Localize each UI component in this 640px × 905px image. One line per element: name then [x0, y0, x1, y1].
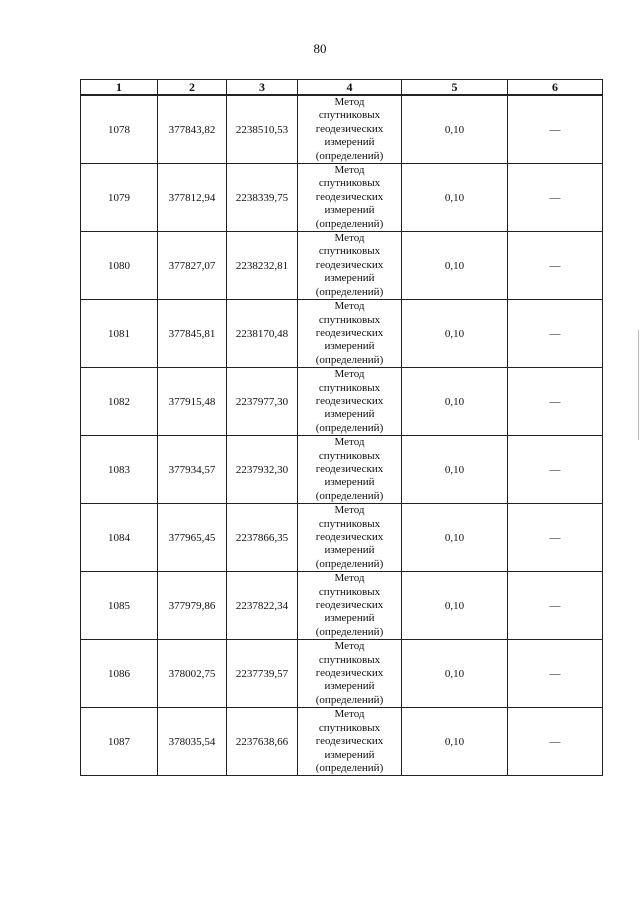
note-cell: — — [508, 164, 603, 232]
y-coordinate-cell: 2238232,81 — [227, 232, 298, 300]
accuracy-cell: 0,10 — [402, 300, 508, 368]
accuracy-cell: 0,10 — [402, 164, 508, 232]
method-line: измерений — [324, 476, 375, 489]
header-cell: 6 — [508, 80, 603, 96]
method-line: (определений) — [315, 217, 384, 230]
note-cell: — — [508, 504, 603, 572]
point-number-cell: 1078 — [81, 95, 158, 164]
point-number-cell: 1082 — [81, 368, 158, 436]
method-text — [298, 572, 401, 639]
method-line: геодезических — [315, 258, 384, 271]
table-header-row — [81, 80, 603, 96]
method-line: геодезических — [315, 190, 384, 203]
method-cell — [298, 164, 402, 232]
method-line: спутниковых — [318, 449, 381, 462]
method-line: Метод — [334, 708, 365, 721]
point-number-cell: 1080 — [81, 232, 158, 300]
method-line: Метод — [334, 96, 365, 108]
note-cell: — — [508, 232, 603, 300]
point-number-cell: 1085 — [81, 572, 158, 640]
method-line: Метод — [334, 232, 365, 245]
method-cell — [298, 504, 402, 572]
table-row — [81, 164, 603, 232]
method-line: измерений — [324, 408, 375, 421]
y-coordinate-cell: 2237822,34 — [227, 572, 298, 640]
method-line: геодезических — [315, 735, 384, 748]
table-row — [81, 300, 603, 368]
x-coordinate-cell: 377965,45 — [158, 504, 227, 572]
scan-edge-mark — [638, 330, 639, 440]
method-cell — [298, 95, 402, 164]
table-row — [81, 436, 603, 504]
method-cell — [298, 640, 402, 708]
method-line: геодезических — [315, 599, 384, 612]
note-cell: — — [508, 368, 603, 436]
table-row — [81, 95, 603, 164]
method-line: геодезических — [315, 326, 384, 339]
coordinates-table — [80, 79, 603, 776]
note-cell: — — [508, 436, 603, 504]
point-number-cell: 1083 — [81, 436, 158, 504]
method-line: Метод — [334, 164, 365, 177]
method-line: измерений — [324, 340, 375, 353]
method-text — [298, 640, 401, 707]
method-line: Метод — [334, 640, 365, 653]
method-line: (определений) — [315, 353, 384, 366]
x-coordinate-cell: 377812,94 — [158, 164, 227, 232]
accuracy-cell: 0,10 — [402, 95, 508, 164]
method-line: измерений — [324, 544, 375, 557]
method-line: геодезических — [315, 667, 384, 680]
table-row — [81, 504, 603, 572]
method-line: спутниковых — [318, 109, 381, 122]
method-line: спутниковых — [318, 177, 381, 190]
x-coordinate-cell: 377934,57 — [158, 436, 227, 504]
header-cell: 2 — [158, 80, 227, 96]
header-cell: 3 — [227, 80, 298, 96]
method-cell — [298, 708, 402, 776]
method-line: (определений) — [315, 285, 384, 298]
method-cell — [298, 368, 402, 436]
method-cell — [298, 232, 402, 300]
accuracy-cell: 0,10 — [402, 572, 508, 640]
method-line: спутниковых — [318, 381, 381, 394]
y-coordinate-cell: 2238170,48 — [227, 300, 298, 368]
method-text — [298, 232, 401, 299]
y-coordinate-cell: 2238339,75 — [227, 164, 298, 232]
x-coordinate-cell: 378035,54 — [158, 708, 227, 776]
y-coordinate-cell: 2237739,57 — [227, 640, 298, 708]
method-line: (определений) — [315, 149, 384, 162]
method-text — [298, 436, 401, 503]
note-cell: — — [508, 640, 603, 708]
method-line: измерений — [324, 272, 375, 285]
note-cell: — — [508, 95, 603, 164]
method-line: Метод — [334, 504, 365, 517]
table-row — [81, 232, 603, 300]
point-number-cell: 1081 — [81, 300, 158, 368]
point-number-cell: 1087 — [81, 708, 158, 776]
table-row — [81, 640, 603, 708]
method-line: (определений) — [315, 761, 384, 774]
method-line: (определений) — [315, 421, 384, 434]
method-line: геодезических — [315, 394, 384, 407]
method-line: геодезических — [315, 531, 384, 543]
method-line: измерений — [324, 680, 375, 693]
method-line: измерений — [324, 612, 375, 625]
method-line: спутниковых — [318, 721, 381, 734]
method-text — [298, 164, 401, 231]
method-line: Метод — [334, 572, 365, 585]
method-line: спутниковых — [318, 585, 381, 598]
point-number-cell: 1079 — [81, 164, 158, 232]
table-body — [81, 80, 603, 776]
x-coordinate-cell: 378002,75 — [158, 640, 227, 708]
x-coordinate-cell: 377979,86 — [158, 572, 227, 640]
method-line: измерений — [324, 204, 375, 217]
point-number-cell: 1086 — [81, 640, 158, 708]
method-text — [298, 708, 401, 775]
method-line: спутниковых — [318, 517, 381, 530]
method-text — [298, 368, 401, 435]
y-coordinate-cell: 2238510,53 — [227, 95, 298, 164]
method-line: Метод — [334, 436, 365, 449]
method-line: измерений — [324, 136, 375, 149]
table-row — [81, 708, 603, 776]
method-cell — [298, 300, 402, 368]
method-cell — [298, 572, 402, 640]
method-text — [298, 504, 401, 571]
method-line: (определений) — [315, 693, 384, 706]
method-line: Метод — [334, 368, 365, 381]
x-coordinate-cell: 377827,07 — [158, 232, 227, 300]
method-line: (определений) — [315, 625, 384, 638]
x-coordinate-cell: 377915,48 — [158, 368, 227, 436]
method-line: (определений) — [315, 489, 384, 502]
method-line: измерений — [324, 748, 375, 761]
header-cell: 4 — [298, 80, 402, 96]
method-text — [298, 300, 401, 367]
y-coordinate-cell: 2237977,30 — [227, 368, 298, 436]
accuracy-cell: 0,10 — [402, 232, 508, 300]
y-coordinate-cell: 2237932,30 — [227, 436, 298, 504]
table-row — [81, 368, 603, 436]
note-cell: — — [508, 708, 603, 776]
method-line: (определений) — [315, 557, 384, 570]
accuracy-cell: 0,10 — [402, 368, 508, 436]
point-number-cell: 1084 — [81, 504, 158, 572]
header-cell: 5 — [402, 80, 508, 96]
method-line: Метод — [334, 300, 365, 313]
x-coordinate-cell: 377845,81 — [158, 300, 227, 368]
method-line: спутниковых — [318, 653, 381, 666]
x-coordinate-cell: 377843,82 — [158, 95, 227, 164]
method-line: геодезических — [315, 122, 384, 135]
method-line: геодезических — [315, 462, 384, 475]
accuracy-cell: 0,10 — [402, 504, 508, 572]
accuracy-cell: 0,10 — [402, 640, 508, 708]
accuracy-cell: 0,10 — [402, 436, 508, 504]
page-number: 80 — [313, 41, 327, 56]
note-cell: — — [508, 572, 603, 640]
method-text — [298, 96, 401, 163]
method-cell — [298, 436, 402, 504]
y-coordinate-cell: 2237866,35 — [227, 504, 298, 572]
note-cell: — — [508, 300, 603, 368]
table-row — [81, 572, 603, 640]
accuracy-cell: 0,10 — [402, 708, 508, 776]
header-cell: 1 — [81, 80, 158, 96]
y-coordinate-cell: 2237638,66 — [227, 708, 298, 776]
method-line: спутниковых — [318, 245, 381, 258]
method-line: спутниковых — [318, 313, 381, 326]
